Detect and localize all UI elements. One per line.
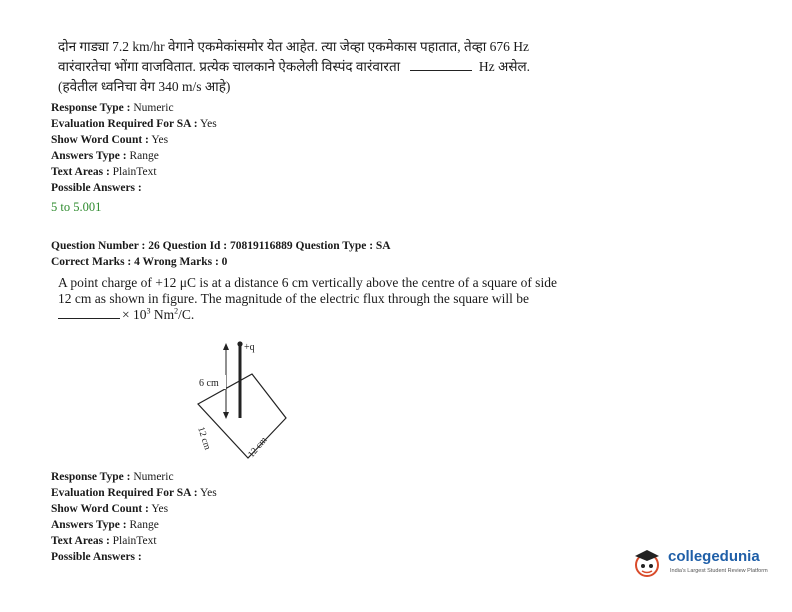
- arrow-down-icon: [223, 412, 229, 419]
- meta1-block: [51, 100, 217, 196]
- logo-tagline: India's Largest Student Review Platform: [670, 568, 768, 574]
- mascot-icon: [630, 546, 664, 580]
- point-charge: [237, 341, 242, 346]
- evaluation-row: Evaluation Required For SA : Yes: [51, 487, 217, 499]
- q25-line-1: दोन गाड्या 7.2 km/hr वेगाने एकमेकांसमोर येत आहेत. त्या जेव्हा एकमेकास पहातात, तेव्हा 676 Hz: [58, 39, 530, 54]
- q26-line-2: 12 cm as shown in figure. The magnitude of the electric flux through the square will be: [58, 291, 529, 306]
- meta2-block: [51, 469, 217, 565]
- word-count-row: Show Word Count : Yes: [51, 503, 169, 515]
- evaluation-row: Evaluation Required For SA : Yes: [51, 118, 217, 130]
- q25-line-2-text: वारंवारतेचा भोंगा वाजवितात. प्रत्येक चालकाने ऐकलेली विस्पंद वारंवारता: [58, 59, 401, 74]
- q25-line-2-end: Hz असेल.: [478, 59, 530, 74]
- possible-answers-row: Possible Answers :: [51, 182, 142, 194]
- q26-line-1: A point charge of +12 μC is at a distance 6 cm vertically above the centre of a square of side: [58, 275, 557, 290]
- word-count-row: Show Word Count : Yes: [51, 134, 169, 146]
- response-type-row: Response Type : Numeric: [51, 471, 174, 483]
- charge-label: +q: [244, 342, 255, 353]
- response-type-row: Response Type : Numeric: [51, 102, 174, 114]
- answers-type-row: Answers Type : Range: [51, 150, 159, 162]
- charge-square-figure: [190, 334, 300, 464]
- possible-answers-row: Possible Answers :: [51, 551, 142, 563]
- side-left-label: 12 cm: [195, 425, 212, 452]
- answer-blank: [410, 60, 472, 71]
- text-areas-row: Text Areas : PlainText: [51, 535, 157, 547]
- height-label: 6 cm: [199, 378, 219, 389]
- q25-line-2: [58, 58, 530, 75]
- question-header: Question Number : 26 Question Id : 70819116889 Question Type : SA: [51, 240, 391, 252]
- arrow-up-icon: [223, 343, 229, 350]
- text-areas-row: Text Areas : PlainText: [51, 166, 157, 178]
- collegedunia-logo: [630, 544, 770, 584]
- q25-line-3: (हवेतील ध्वनिचा वेग 340 m/s आहे): [58, 79, 231, 94]
- side-right-label: 12 cm: [246, 435, 270, 460]
- q26-line-3: × $10^3$ Nm$^2$/C.: [58, 306, 194, 323]
- answer-blank: [58, 308, 120, 319]
- question-marks: Correct Marks : 4 Wrong Marks : 0: [51, 256, 228, 268]
- answers-type-row: Answers Type : Range: [51, 519, 159, 531]
- possible-answer-value: 5 to 5.001: [51, 200, 102, 214]
- logo-wordmark: collegedunia: [668, 548, 760, 565]
